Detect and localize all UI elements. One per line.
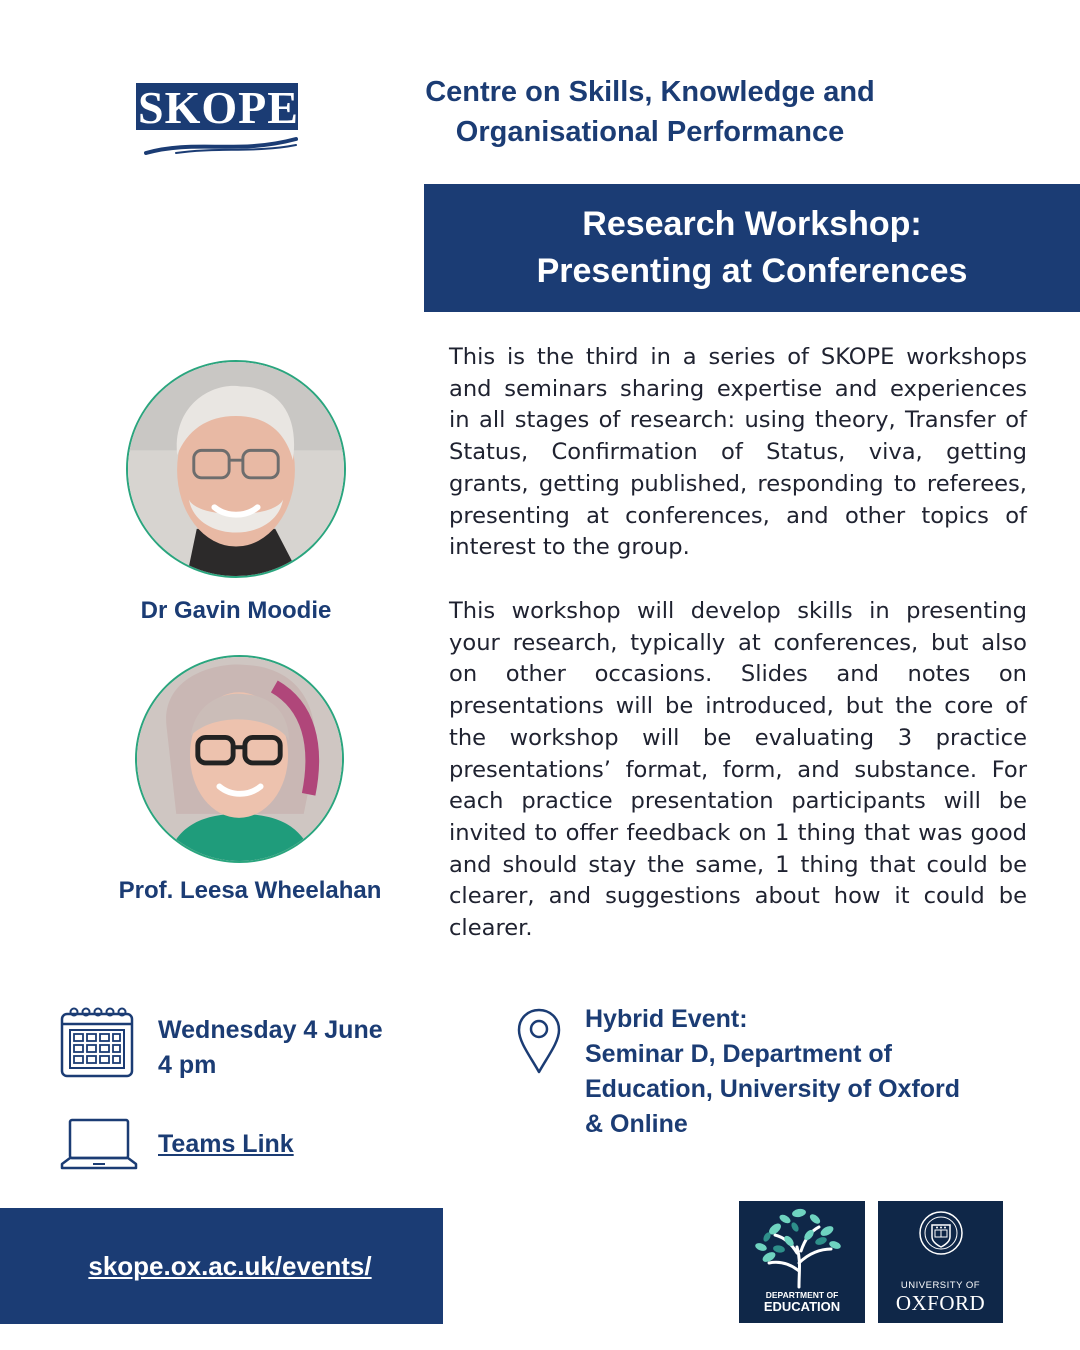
location-pin-icon bbox=[516, 1008, 562, 1074]
department-of-education-logo bbox=[739, 1201, 865, 1323]
centre-title-line2: Organisational Performance bbox=[455, 116, 845, 148]
events-url-link[interactable]: skope.ox.ac.uk/events/ bbox=[88, 1251, 372, 1281]
doe-caption-line2: EDUCATION bbox=[763, 1299, 841, 1314]
skope-logo bbox=[136, 83, 300, 159]
teams-link[interactable]: Teams Link bbox=[158, 1130, 294, 1158]
event-location bbox=[585, 1002, 1025, 1142]
workshop-title-line1: Research Workshop: bbox=[582, 205, 922, 243]
location-line-2: Seminar D, Department of bbox=[585, 1040, 893, 1068]
oxford-caption-line1: UNIVERSITY OF bbox=[900, 1280, 981, 1291]
workshop-title-banner bbox=[424, 184, 1080, 312]
calendar-icon bbox=[60, 1006, 134, 1078]
university-of-oxford-logo bbox=[878, 1201, 1003, 1323]
description-paragraph-1: This is the third in a series of SKOPE workshops and seminars sharing expertise and experiences in all stages of research: using theory, Transfer of Status, Confirmation of Status, viva, getting grants, getting published, responding to referees, presenting at conferences, and other topics of interest to the group. bbox=[449, 344, 1027, 561]
speaker-photo-leesa-wheelahan bbox=[135, 655, 344, 863]
skope-logo-text: SKOPE bbox=[138, 82, 299, 133]
description-paragraph-2: This workshop will develop skills in presenting your research, typically at conferences, but also on other occasions. Slides and notes on presentations will be introduced, but the core of the workshop will be evaluating 3 practice presentations’ format, form, and substance. For each practice presentation participants will be invited to offer feedback on 1 thing that was good and should stay the same, 1 thing that could be clearer, and suggestions about how it could be clearer. bbox=[449, 598, 1027, 942]
workshop-title-line2: Presenting at Conferences bbox=[536, 252, 968, 290]
centre-title bbox=[360, 72, 940, 152]
event-date: Wednesday 4 June bbox=[158, 1016, 383, 1044]
centre-title-line1: Centre on Skills, Knowledge and bbox=[425, 76, 875, 108]
doe-caption-line1: DEPARTMENT OF bbox=[765, 1290, 839, 1300]
location-line-4: & Online bbox=[585, 1110, 688, 1138]
oxford-crest-icon bbox=[918, 1209, 964, 1259]
speaker-name-2: Prof. Leesa Wheelahan bbox=[118, 877, 382, 904]
location-line-1: Hybrid Event: bbox=[585, 1005, 748, 1033]
tree-icon bbox=[739, 1201, 865, 1289]
event-date-time bbox=[158, 1013, 458, 1083]
oxford-caption-line2: OXFORD bbox=[895, 1291, 986, 1315]
skope-logo-swoosh bbox=[136, 133, 300, 159]
speaker-name-1: Dr Gavin Moodie bbox=[140, 597, 332, 624]
location-line-3: Education, University of Oxford bbox=[585, 1075, 961, 1103]
speaker-photo-gavin-moodie bbox=[126, 360, 346, 578]
event-time: 4 pm bbox=[158, 1051, 217, 1079]
laptop-icon bbox=[60, 1118, 138, 1172]
